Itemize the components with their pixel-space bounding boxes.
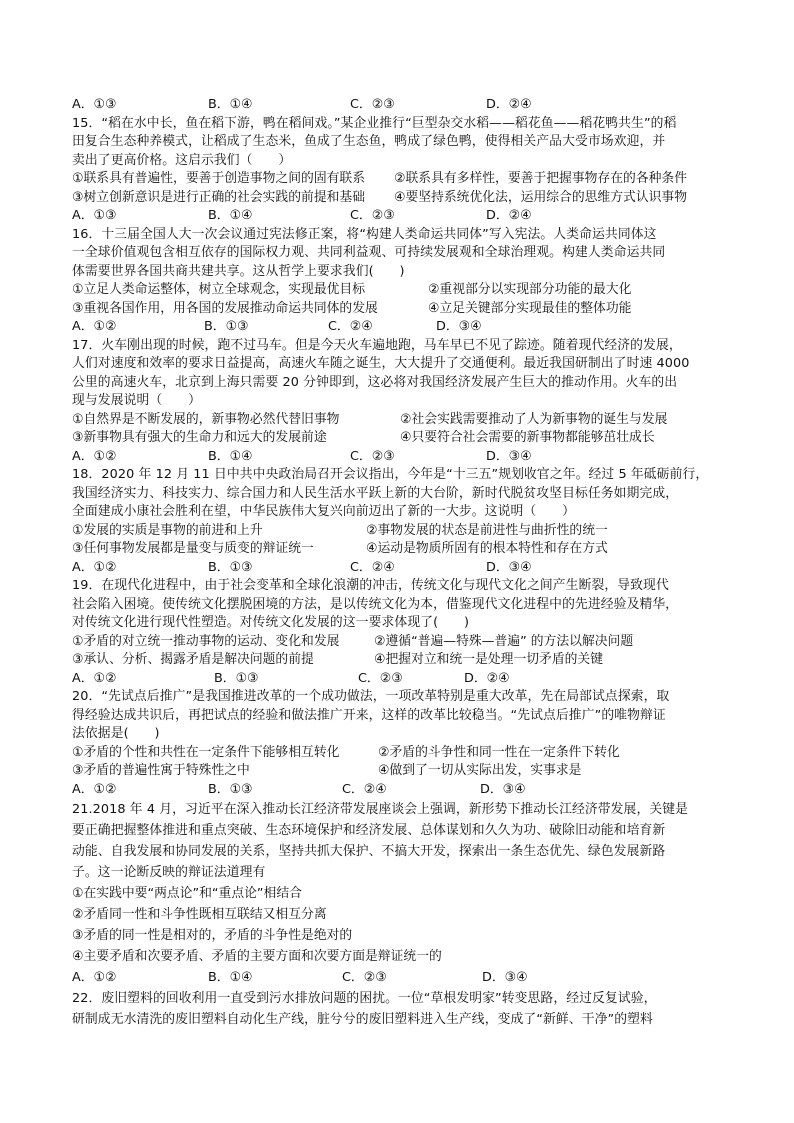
option-2: ②社会实践需要推动了人为新事物的诞生与发展 bbox=[400, 411, 668, 427]
answer-a: A．①② bbox=[72, 670, 117, 686]
option-row bbox=[72, 170, 732, 189]
option-4: ④立足关键部分实现最佳的整体功能 bbox=[428, 300, 632, 316]
option-1: ①矛盾的个性和共性在一定条件下能够相互转化 bbox=[72, 744, 340, 760]
option-4: ④主要矛盾和次要矛盾、矛盾的主要方面和次要方面是辩证统一的 bbox=[72, 949, 442, 964]
answer-a: A．①③ bbox=[72, 208, 117, 223]
answer-d: D．②④ bbox=[486, 97, 532, 112]
question-stem: 全面建成小康社会胜利在望，中华民族伟大复兴向前迈出了新的一大步。这说明（ ） bbox=[72, 504, 575, 519]
option-row bbox=[72, 651, 732, 670]
question-17 bbox=[72, 337, 732, 467]
option-row bbox=[72, 762, 732, 781]
question-stem: 22．废旧塑料的回收利用一直受到污水排放问题的困扰。一位“草根发明家”转变思路，经过反复试验， bbox=[72, 991, 657, 1006]
option-3: ③新事物具有强大的生命力和远大的发展前途 bbox=[72, 430, 327, 445]
question-21 bbox=[72, 799, 732, 988]
answer-row bbox=[72, 96, 732, 115]
answer-d: D．③④ bbox=[486, 559, 532, 575]
question-15 bbox=[72, 115, 732, 226]
option-row bbox=[72, 281, 732, 300]
option-4: ④把握对立和统一是处理一切矛盾的关键 bbox=[374, 652, 604, 667]
option-row bbox=[72, 522, 732, 541]
question-stem: 人们对速度和效率的要求日益提高，高速火车随之诞生，大大提升了交通便利。最近我国研制出了时速 4000 bbox=[72, 356, 690, 371]
answer-d: D．②④ bbox=[464, 670, 510, 686]
answer-d: D．③④ bbox=[436, 319, 482, 334]
answer-a: A．①③ bbox=[72, 97, 117, 112]
answer-d: D．③④ bbox=[486, 448, 532, 464]
exam-page bbox=[72, 96, 732, 1030]
option-4: ④只要符合社会需要的新事物都能够茁壮成长 bbox=[400, 430, 655, 445]
question-stem: 19．在现代化进程中，由于社会变革和全球化浪潮的冲击，传统文化与现代文化之间产生断裂，导致现代 bbox=[72, 578, 669, 593]
option-3: ③承认、分析、揭露矛盾是解决问题的前提 bbox=[72, 652, 314, 667]
option-1: ①在实践中要“两点论”和“重点论”相结合 bbox=[72, 886, 302, 901]
question-stem: 现与发展说明（ ） bbox=[72, 393, 201, 408]
option-2: ②矛盾的斗争性和同一性在一定条件下转化 bbox=[378, 744, 620, 760]
question-22 bbox=[72, 988, 732, 1030]
question-stem: 得经验达成共识后，再把试点的经验和做法推广开来，这样的改革比较稳当。“先试点后推广”的唯物辩证 bbox=[72, 707, 666, 723]
answer-c: C．②③ bbox=[350, 448, 395, 464]
option-2: ②事物发展的状态是前进性与曲折性的统一 bbox=[366, 522, 608, 538]
answer-b: B．①③ bbox=[204, 319, 249, 334]
option-2: ②矛盾同一性和斗争性既相互联结又相互分离 bbox=[72, 907, 327, 922]
option-4: ④运动是物质所固有的根本特性和存在方式 bbox=[366, 541, 608, 556]
option-3: ③重视各国作用，用各国的发展推动命运共同体的发展 bbox=[72, 300, 378, 316]
answer-a: A．①② bbox=[72, 781, 117, 797]
option-3: ③任何事物发展都是量变与质变的辩证统一 bbox=[72, 541, 314, 556]
option-1: ①矛盾的对立统一推动事物的运动、变化和发展 bbox=[72, 633, 340, 649]
option-row bbox=[72, 429, 732, 448]
option-2: ②遵循“普遍—特殊—普遍” 的方法以解决问题 bbox=[374, 633, 634, 649]
question-stem: 20．“先试点后推广”是我国推进改革的一个成功做法，一项改革特别是重大改革，先在局部试点探索，取 bbox=[72, 689, 670, 704]
answer-d: D．③④ bbox=[480, 781, 526, 797]
option-4: ④要坚持系统优化法，运用综合的思维方式认识事物 bbox=[394, 189, 688, 205]
question-stem: 18．2020 年 12 月 11 日中共中央政治局召开会议指出，今年是“十三五”规划收官之年。经过 5 年砥砺前行， bbox=[72, 467, 709, 482]
question-stem: 社会陷入困境。使传统文化摆脱困境的方法，是以传统文化为本，借鉴现代文化进程中的先进经验及精华， bbox=[72, 596, 679, 612]
answer-b: B．①③ bbox=[208, 559, 253, 575]
answer-a: A．①② bbox=[72, 448, 117, 464]
answer-b: B．①③ bbox=[208, 781, 253, 797]
answer-c: C．②③ bbox=[342, 970, 387, 985]
answer-c: C．②③ bbox=[358, 670, 403, 686]
option-1: ①发展的实质是事物的前进和上升 bbox=[72, 522, 263, 538]
answer-c: C．②④ bbox=[328, 319, 373, 334]
answer-a: A．①② bbox=[72, 319, 117, 334]
option-1: ①自然界是不断发展的，新事物必然代替旧事物 bbox=[72, 411, 340, 427]
question-stem: 体需要世界各国共商共建共享。这从哲学上要求我们( ) bbox=[72, 263, 405, 279]
question-stem: 17．火车刚出现的时候，跑不过马车。但是今天火车遍地跑，马车早已不见了踪迹。随着现代经济的发展， bbox=[72, 337, 682, 353]
answer-row bbox=[72, 967, 732, 988]
question-stem: 子。这一论断反映的辩证法道理有 bbox=[72, 865, 266, 880]
answer-row bbox=[72, 559, 732, 578]
option-3: ③矛盾的普遍性寓于特殊性之中 bbox=[72, 763, 250, 778]
option-4: ④做到了一切从实际出发，实事求是 bbox=[378, 763, 582, 778]
question-stem: 研制成无水清洗的废旧塑料自动化生产线，脏兮兮的废旧塑料进入生产线，变成了“新鲜、干净”的塑料 bbox=[72, 1012, 653, 1027]
question-18 bbox=[72, 466, 732, 577]
option-row bbox=[72, 411, 732, 430]
answer-c: C．②④ bbox=[342, 781, 387, 797]
answer-row bbox=[72, 207, 732, 226]
option-2: ②联系具有多样性，要善于把握事物存在的各种条件 bbox=[394, 171, 688, 186]
option-row bbox=[72, 189, 732, 208]
option-1: ①立足人类命运整体，树立全球观念，实现最优目标 bbox=[72, 282, 366, 297]
question-stem: 对传统文化进行现代性塑造。对传统文化发展的这一要求体现了( ) bbox=[72, 615, 470, 630]
option-row bbox=[72, 300, 732, 319]
answer-b: B．①③ bbox=[214, 670, 259, 686]
answer-b: B．①④ bbox=[208, 448, 253, 464]
answer-row bbox=[72, 448, 732, 467]
option-row bbox=[72, 540, 732, 559]
question-stem: 一全球价值观包含相互依存的国际权力观、共同利益观、可持续发展观和全球治理观。构建人类命运共同 bbox=[72, 245, 666, 260]
answer-row bbox=[72, 318, 732, 337]
question-16 bbox=[72, 226, 732, 337]
answer-c: C．②③ bbox=[350, 208, 395, 223]
question-stem: 21.2018 年 4 月，习近平在深入推动长江经济带发展座谈会上强调，新形势下推动长江经济带发展，关键是 bbox=[72, 802, 689, 817]
answer-c: C．②④ bbox=[350, 559, 395, 575]
question-stem: 法依据是( ) bbox=[72, 726, 160, 741]
answer-row bbox=[72, 781, 732, 800]
question-19 bbox=[72, 577, 732, 688]
question-stem: 16．十三届全国人大一次会议通过宪法修正案，将“构建人类命运共同体”写入宪法。人类命运共同体这 bbox=[72, 226, 657, 242]
question-stem: 要正确把握整体推进和重点突破、生态环境保护和经济发展、总体谋划和久久为功、破除旧动能和培育新 bbox=[72, 823, 666, 838]
answer-d: D．②④ bbox=[486, 208, 532, 223]
option-row bbox=[72, 633, 732, 652]
question-20 bbox=[72, 688, 732, 799]
answer-b: B．①④ bbox=[208, 208, 253, 223]
question-stem: 田复合生态种养模式，让稻成了生态米，鱼成了生态鱼，鸭成了绿色鸭，使得相关产品大受市场欢迎，并 bbox=[72, 134, 666, 149]
answer-d: D．③④ bbox=[482, 970, 528, 985]
answer-c: C．②③ bbox=[350, 97, 395, 112]
question-stem: 动能、自我发展和协同发展的关系，坚持共抓大保护、不搞大开发，探索出一条生态优先、绿色发展新路 bbox=[72, 844, 666, 859]
answer-a: A．①② bbox=[72, 970, 117, 985]
option-1: ①联系具有普遍性，要善于创造事物之间的固有联系 bbox=[72, 171, 366, 186]
option-2: ②重视部分以实现部分功能的最大化 bbox=[428, 282, 632, 297]
question-stem: 15．“稻在水中长，鱼在稻下游，鸭在稻间戏。”某企业推行“巨型杂交水稻——稻花鱼——稻花鸭共生”的稻 bbox=[72, 115, 677, 131]
answer-b: B．①④ bbox=[208, 970, 253, 985]
answer-a: A．①② bbox=[72, 559, 117, 575]
question-stem: 公里的高速火车，北京到上海只需要 20 分钟即到，这必将对我国经济发展产生巨大的推动作用。火车的出 bbox=[72, 374, 678, 390]
option-3: ③树立创新意识是进行正确的社会实践的前提和基础 bbox=[72, 189, 366, 205]
question-stem: 我国经济实力、科技实力、综合国力和人民生活水平跃上新的大台阶，新时代脱贫攻坚目标任务如期完成， bbox=[72, 485, 679, 501]
option-row bbox=[72, 744, 732, 763]
option-3: ③矛盾的同一性是相对的，矛盾的斗争性是绝对的 bbox=[72, 928, 353, 943]
answer-row bbox=[72, 670, 732, 689]
question-stem: 卖出了更高价格。这启示我们（ ） bbox=[72, 152, 292, 168]
answer-b: B．①④ bbox=[208, 97, 253, 112]
